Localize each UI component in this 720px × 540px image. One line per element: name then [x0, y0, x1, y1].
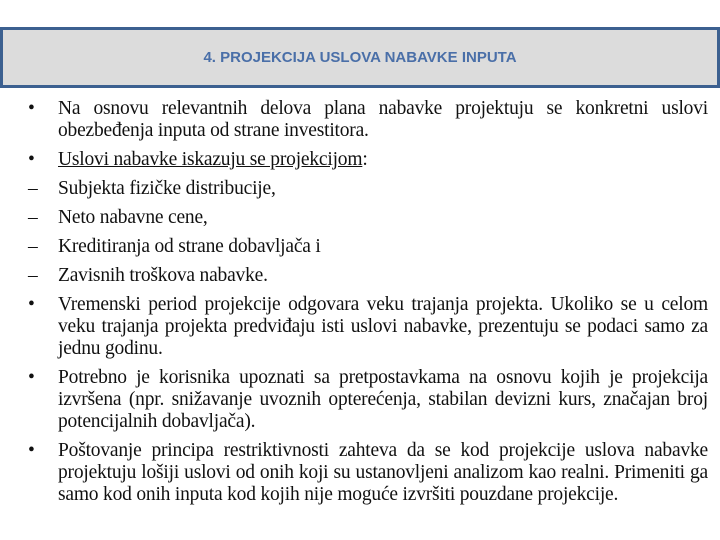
bullet-marker: •: [28, 98, 35, 119]
list-item: [28, 149, 708, 171]
bullet-marker: •: [28, 149, 35, 170]
item-text: Neto nabavne cene,: [58, 207, 208, 228]
list-item: [28, 236, 708, 258]
dash-marker: –: [28, 178, 38, 199]
title-box: [0, 27, 720, 88]
list-item: [28, 440, 708, 506]
list-item: [28, 265, 708, 287]
dash-marker: –: [28, 265, 38, 286]
item-text: Kreditiranja od strane dobavljača i: [58, 236, 321, 257]
bullet-marker: •: [28, 440, 35, 461]
item-text: Poštovanje principa restriktivnosti zahteva da se kod projekcije uslova nabavke projektuju lošiji uslovi od onih koji su ustanovljeni analizom kao realni. Primeniti ga samo kod onih inputa kod kojih nije moguće izvršiti pouzdane projekcije.: [58, 440, 708, 505]
list-item: [28, 294, 708, 360]
item-text-underlined: Uslovi nabavke iskazuju se projekcijom: [58, 149, 363, 170]
list-item: [28, 98, 708, 142]
item-text: Vremenski period projekcije odgovara veku trajanja projekta. Ukoliko se u celom veku trajanja projekta predviđaju isti uslovi nabavke, prezentuju se podaci samo za jednu godinu.: [58, 294, 708, 359]
slide-title: 4. PROJEKCIJA USLOVA NABAVKE INPUTA: [203, 49, 517, 66]
bullet-marker: •: [28, 294, 35, 315]
dash-marker: –: [28, 236, 38, 257]
item-text: Subjekta fizičke distribucije,: [58, 178, 276, 199]
list-item: [28, 367, 708, 433]
bullet-marker: •: [28, 367, 35, 388]
item-text: Zavisnih troškova nabavke.: [58, 265, 268, 286]
bullet-list: [28, 98, 708, 513]
dash-marker: –: [28, 207, 38, 228]
list-item: [28, 207, 708, 229]
list-item: [28, 178, 708, 200]
item-text: Potrebno je korisnika upoznati sa pretpostavkama na osnovu kojih je projekcija izvršena (npr. snižavanje uvoznih opterećenja, stabilan devizni kurs, značajan broj potencijalnih dobavljača).: [58, 367, 708, 432]
item-text: Na osnovu relevantnih delova plana nabavke projektuju se konkretni uslovi obezbeđenja inputa od strane investitora.: [58, 98, 708, 141]
item-text-suffix: :: [362, 149, 368, 170]
